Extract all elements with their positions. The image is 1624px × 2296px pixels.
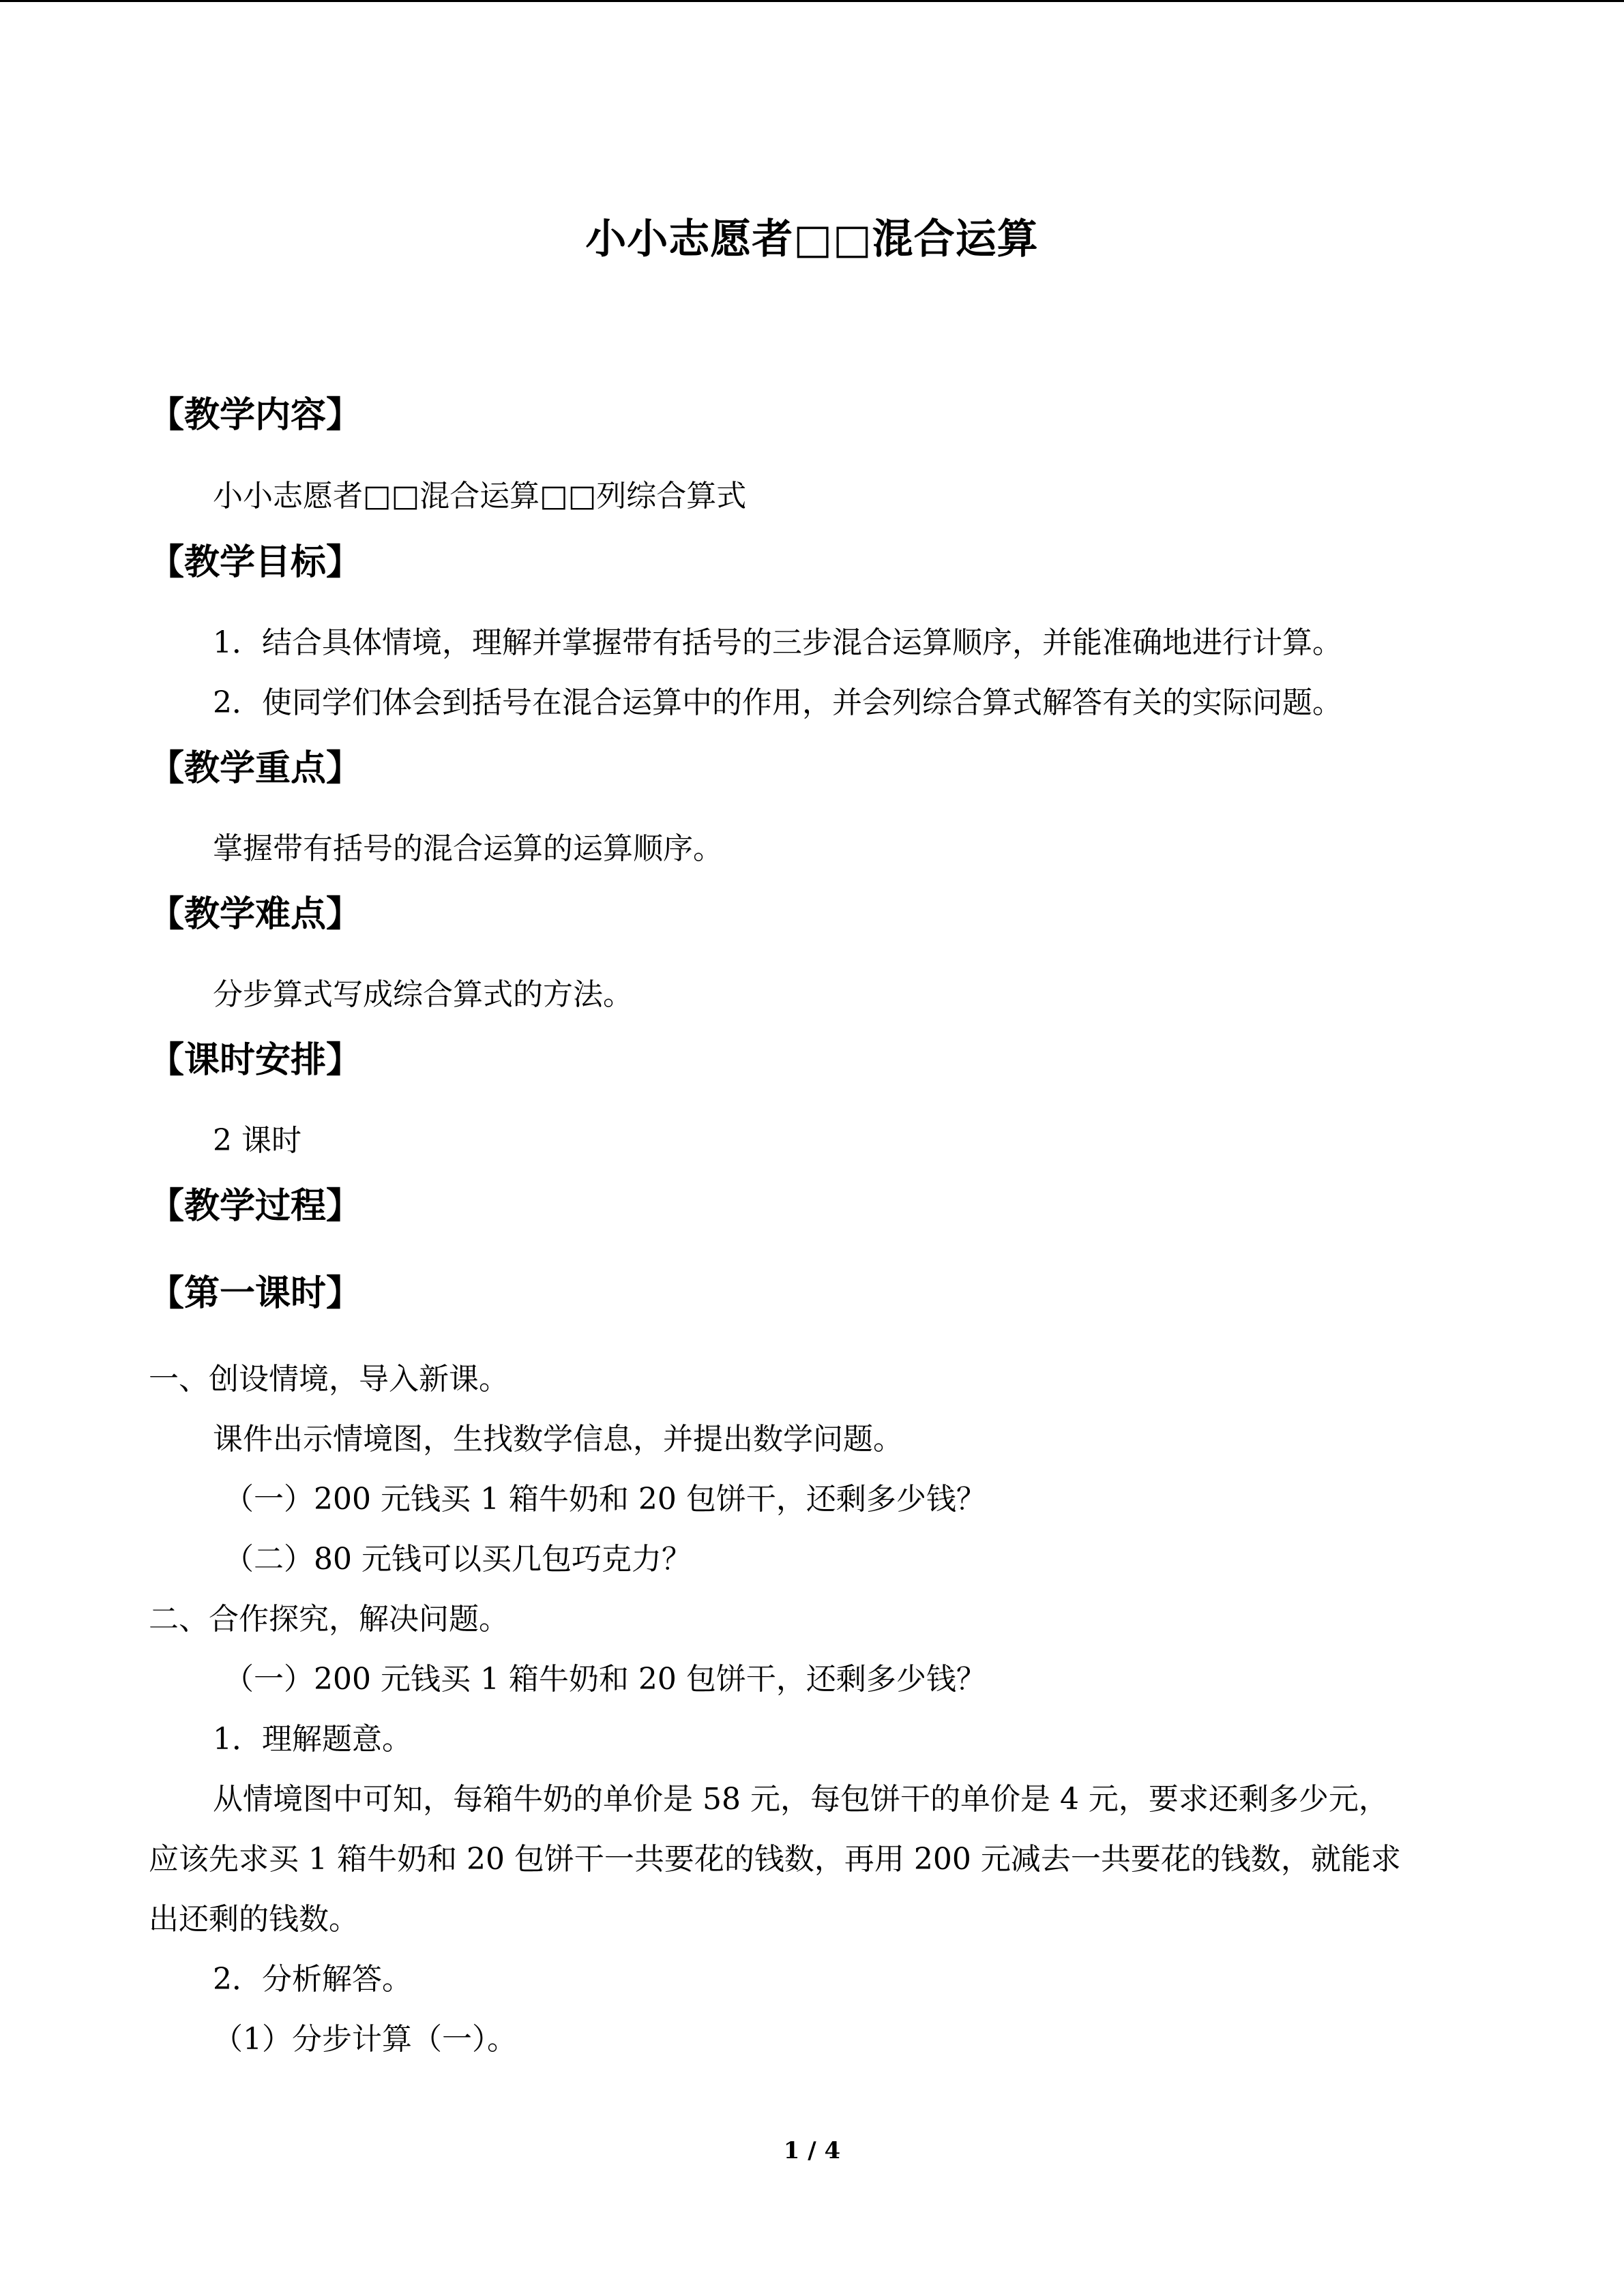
paragraph-line-2: 应该先求买 1 箱牛奶和 20 包饼干一共要花的钱数，再用 200 元减去一共要花的钱数，就能求	[149, 1842, 1401, 1877]
heading-teaching-goals: 【教学目标】	[149, 541, 362, 583]
teaching-content-text: 小小志愿者□□混合运算□□列综合算式	[213, 479, 747, 513]
process-step-2-title: 二、合作探究，解决问题。	[149, 1602, 509, 1637]
stepwise-calculation: （1）分步计算（一）。	[213, 2022, 517, 2057]
process-step-1-text: 课件出示情境图，生找数学信息，并提出数学问题。	[213, 1422, 903, 1457]
document-title: 小小志愿者□□混合运算	[585, 215, 1039, 263]
paragraph-line-3: 出还剩的钱数。	[149, 1902, 359, 1937]
heading-class-schedule: 【课时安排】	[149, 1039, 362, 1081]
teaching-goal-1: 1．结合具体情境，理解并掌握带有括号的三步混合运算顺序，并能准确地进行计算。	[213, 625, 1342, 660]
heading-teaching-key-point: 【教学重点】	[149, 747, 362, 789]
question-2: （二）80 元钱可以买几包巧克力？	[224, 1542, 692, 1577]
teaching-key-point-text: 掌握带有括号的混合运算的运算顺序。	[213, 831, 723, 866]
heading-teaching-difficulty: 【教学难点】	[149, 893, 362, 935]
analyze-answer: 2．分析解答。	[213, 1962, 412, 1997]
heading-first-lesson: 【第一课时】	[149, 1272, 362, 1314]
page-number: 1 / 4	[783, 2137, 841, 2164]
understand-problem: 1．理解题意。	[213, 1722, 412, 1757]
process-step-1-title: 一、创设情境，导入新课。	[149, 1362, 509, 1397]
heading-teaching-process: 【教学过程】	[149, 1185, 362, 1227]
question-1: （一）200 元钱买 1 箱牛奶和 20 包饼干，还剩多少钱？	[224, 1482, 986, 1517]
process-step-2-question-1: （一）200 元钱买 1 箱牛奶和 20 包饼干，还剩多少钱？	[224, 1662, 986, 1697]
teaching-goal-2: 2．使同学们体会到括号在混合运算中的作用，并会列综合算式解答有关的实际问题。	[213, 685, 1342, 720]
class-schedule-text: 2 课时	[213, 1123, 301, 1158]
paragraph-line-1: 从情境图中可知，每箱牛奶的单价是 58 元，每包饼干的单价是 4 元，要求还剩多少元，	[213, 1782, 1389, 1817]
heading-teaching-content: 【教学内容】	[149, 394, 362, 436]
teaching-difficulty-text: 分步算式写成综合算式的方法。	[213, 977, 633, 1012]
